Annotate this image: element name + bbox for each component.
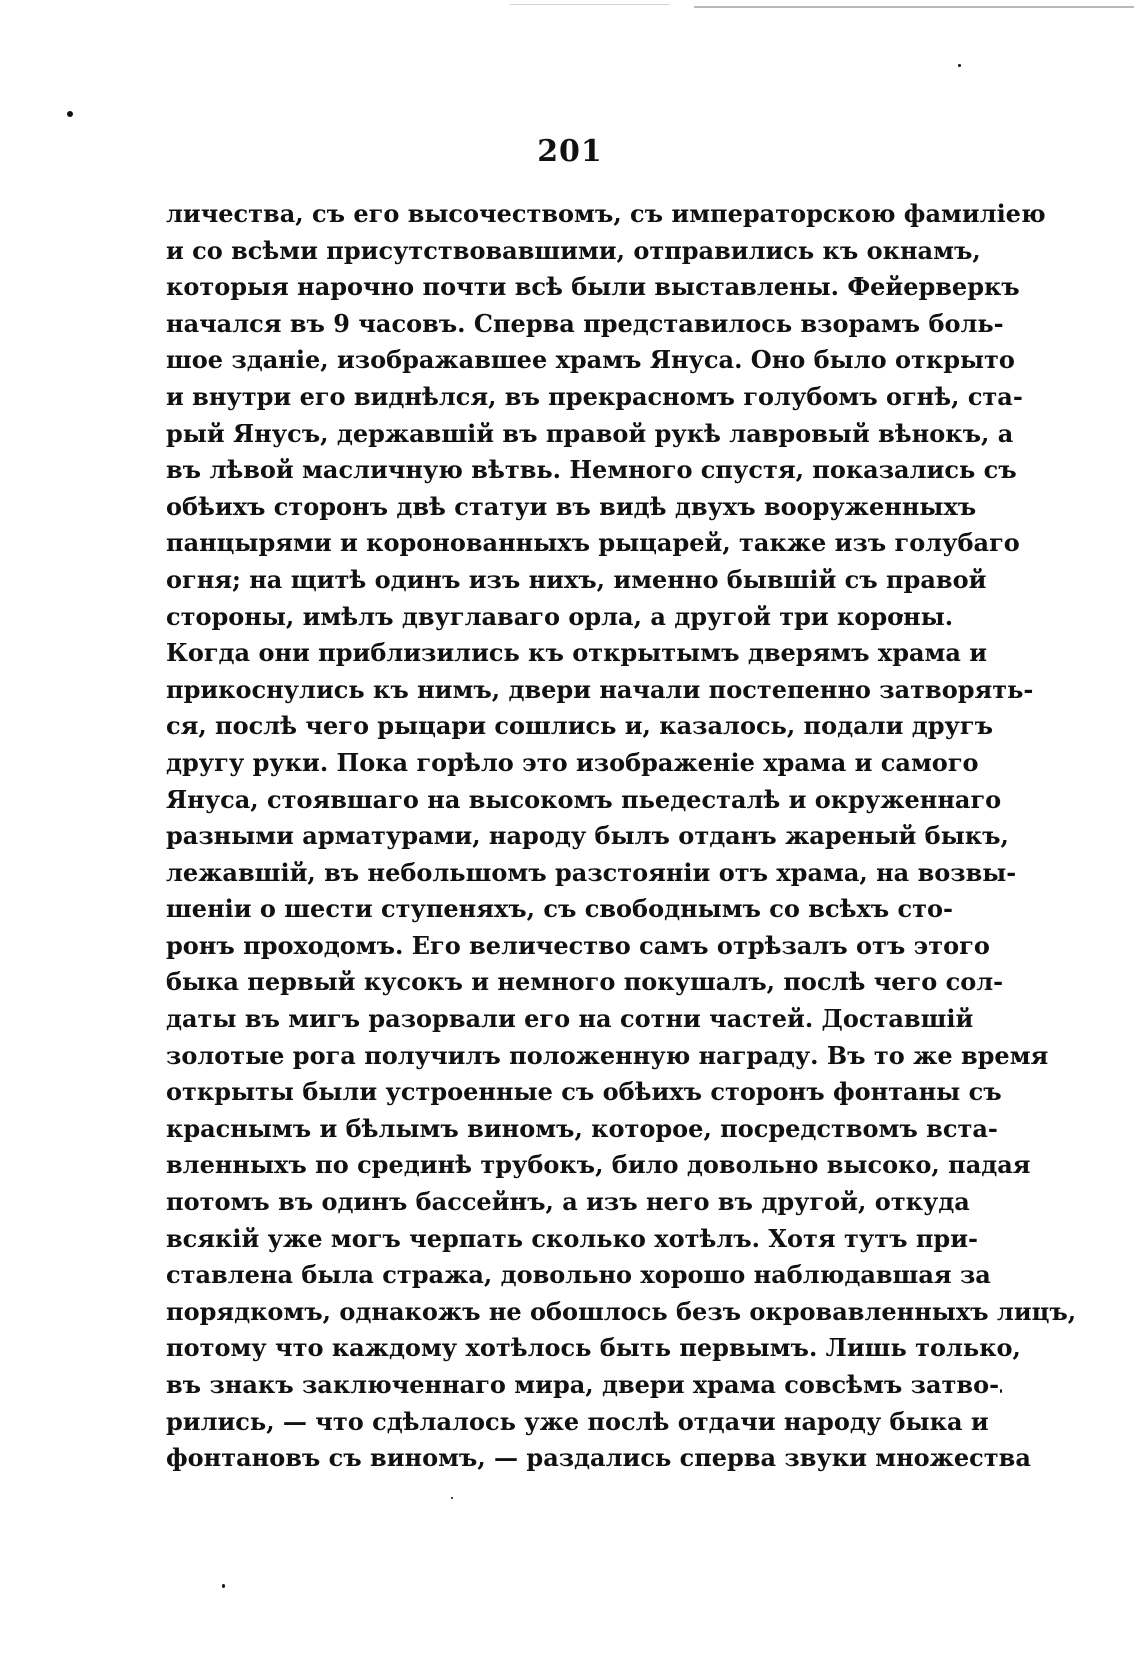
text-line: лежавшій, въ небольшомъ разстояніи отъ храма, на возвы- [166, 857, 1017, 887]
text-line: порядкомъ, однакожъ не обошлось безъ окровавленныхъ лицъ, [166, 1296, 1077, 1326]
text-line: которыя нарочно почти всѣ были выставлены. Фейерверкъ [166, 272, 1020, 302]
text-line: золотые рога получилъ положенную награду. Въ то же время [166, 1040, 1049, 1070]
text-line: всякій уже могъ черпать сколько хотѣлъ. Хотя тутъ при- [166, 1223, 978, 1253]
text-line: вленныхъ по срединѣ трубокъ, било довольно высоко, падая [166, 1150, 1031, 1180]
text-line: шое зданіе, изображавшее храмъ Януса. Оно было открыто [166, 345, 1015, 375]
text-line: разными арматурами, народу былъ отданъ жареный быкъ, [166, 821, 1009, 851]
ink-speck [451, 1497, 453, 1499]
scan-edge-rule [694, 6, 1134, 8]
text-line: личества, съ его высочествомъ, съ императорскою фамиліею [166, 199, 1046, 228]
text-line: ставлена была стража, довольно хорошо наблюдавшая за [166, 1260, 991, 1290]
ink-speck [1000, 1389, 1002, 1393]
text-line: стороны, имѣлъ двуглаваго орла, а другой три короны. [166, 601, 954, 631]
text-line: обѣихъ сторонъ двѣ статуи въ видѣ двухъ вооруженныхъ [166, 491, 977, 521]
text-line: краснымъ и бѣлымъ виномъ, которое, посредствомъ вста- [166, 1113, 998, 1143]
text-line: и со всѣми присутствовавшими, отправились къ окнамъ, [166, 235, 981, 265]
text-line: фонтановъ съ виномъ, — раздались сперва звуки множества [166, 1443, 1031, 1473]
text-line: рились, — что сдѣлалось уже послѣ отдачи народу быка и [166, 1406, 989, 1436]
text-line: въ знакъ заключеннаго мира, двери храма совсѣмъ затво- [166, 1370, 1000, 1399]
body-text [166, 196, 1077, 1477]
text-line: въ лѣвой масличную вѣтвь. Немного спустя, показались съ [166, 455, 1017, 485]
ink-speck [67, 111, 73, 117]
text-line: ронъ проходомъ. Его величество самъ отрѣзалъ отъ этого [166, 930, 990, 960]
text-line: быка первый кусокъ и немного покушалъ, послѣ чего сол- [166, 967, 1004, 997]
text-line: потомъ въ одинъ бассейнъ, а изъ него въ другой, откуда [166, 1187, 970, 1217]
text-line: прикоснулись къ нимъ, двери начали постепенно затворять- [166, 674, 1034, 704]
ink-speck [222, 1584, 225, 1588]
text-line: открыты были устроенные съ обѣихъ сторонъ фонтаны съ [166, 1077, 1002, 1107]
text-line: ся, послѣ чего рыцари сошлись и, казалось, подали другъ [166, 711, 994, 741]
text-line: потому что каждому хотѣлось быть первымъ. Лишь только, [166, 1333, 1021, 1363]
text-line: Януса, стоявшаго на высокомъ пьедесталѣ и окруженнаго [166, 784, 1002, 814]
scan-edge-mark [510, 4, 670, 5]
text-line: начался въ 9 часовъ. Сперва представилось взорамъ боль- [166, 308, 1004, 338]
text-line: панцырями и коронованныхъ рыцарей, также изъ голубаго [166, 528, 1020, 558]
text-line: шеніи о шести ступеняхъ, съ свободнымъ со всѣхъ сто- [166, 894, 953, 924]
text-line: Когда они приблизились къ открытымъ дверямъ храма и [166, 638, 988, 668]
text-line: другу руки. Пока горѣло это изображеніе храма и самого [166, 747, 979, 777]
text-line: даты въ мигъ разорвали его на сотни частей. Доставшій [166, 1004, 974, 1034]
text-line: огня; на щитѣ одинъ изъ нихъ, именно бывшій съ правой [166, 564, 987, 594]
text-line: рый Янусъ, державшій въ правой рукѣ лавровый вѣнокъ, а [166, 418, 1014, 448]
ink-speck [958, 64, 961, 67]
page-number: 201 [537, 134, 603, 169]
text-line: и внутри его виднѣлся, въ прекрасномъ голубомъ огнѣ, ста- [166, 381, 1023, 411]
